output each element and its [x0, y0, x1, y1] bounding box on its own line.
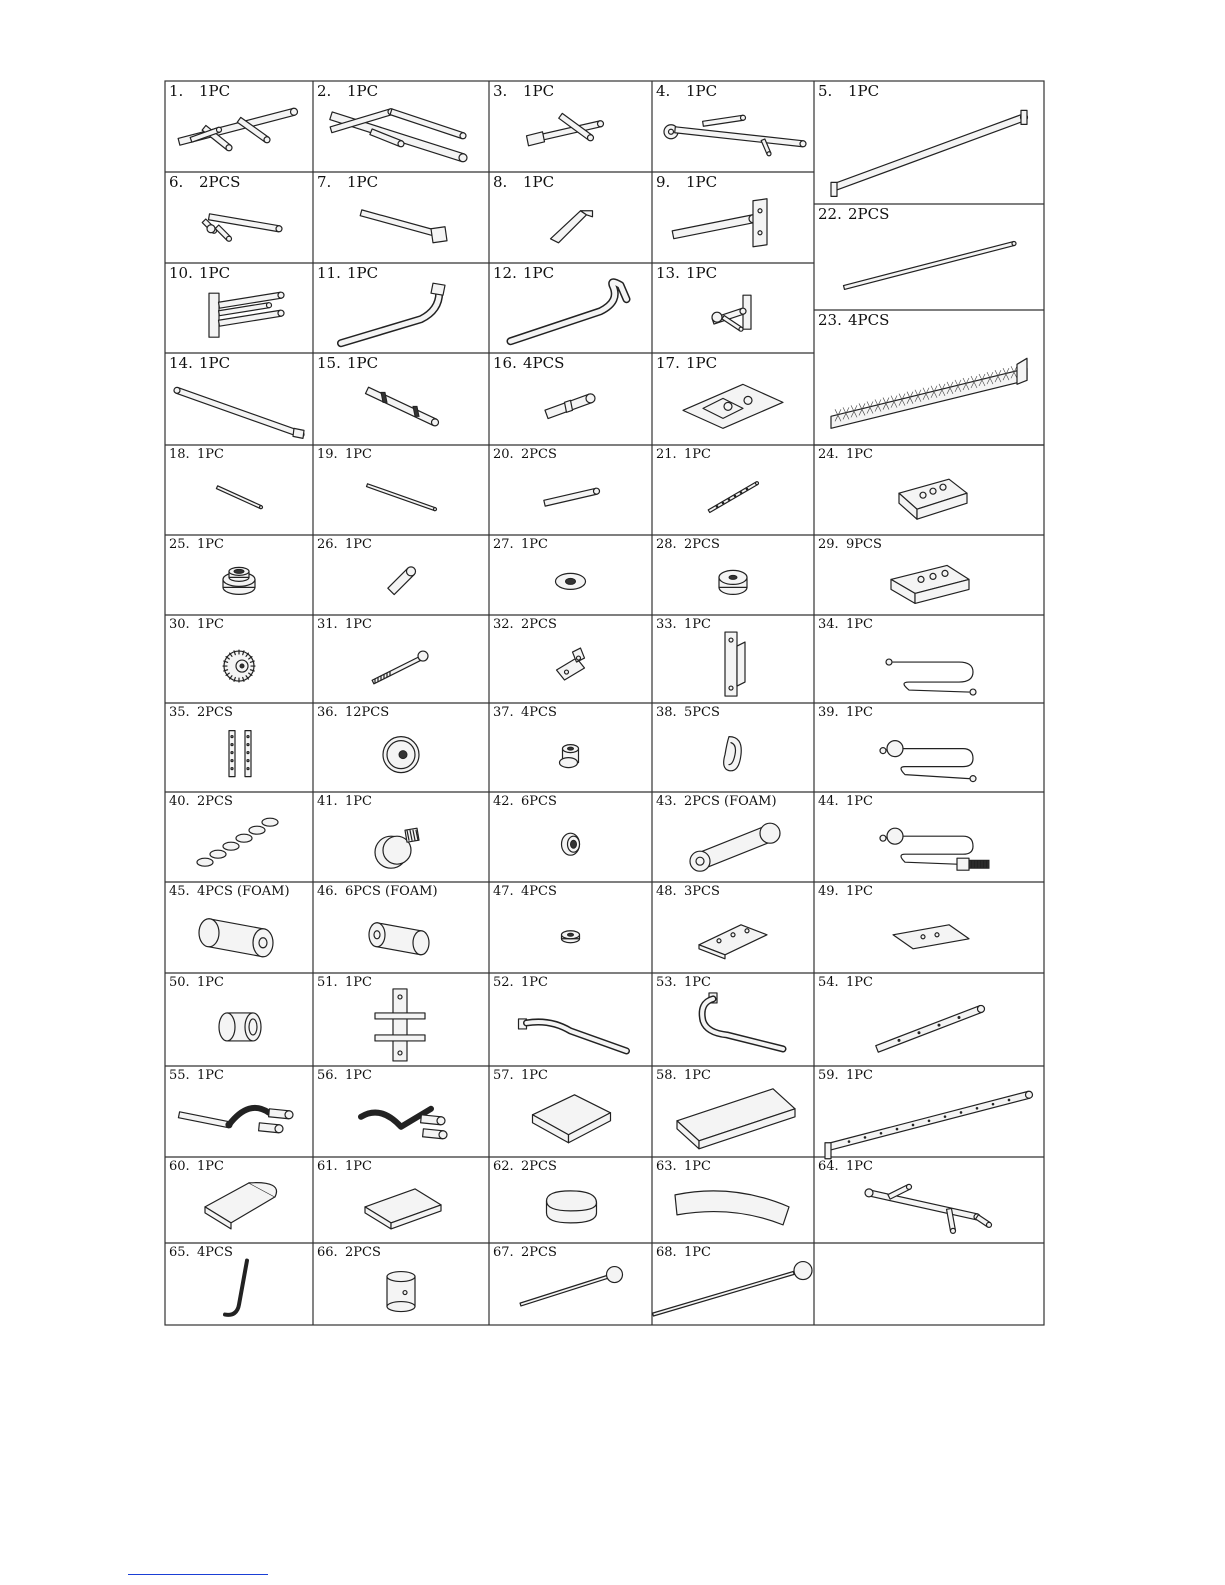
part-quantity: 1PC: [199, 354, 231, 372]
cup-drawing: [387, 1272, 415, 1312]
curve-pad-drawing: [675, 1191, 789, 1225]
part-cell: [493, 975, 548, 990]
part-number: 23.: [818, 311, 842, 329]
foam-long-drawing: [690, 823, 780, 871]
part-quantity: 4PCS: [848, 311, 890, 329]
part-quantity: 9PCS: [846, 537, 882, 552]
part-cell: [818, 447, 873, 462]
part-drawings: [174, 108, 1033, 1316]
small-rod-drawing: [216, 486, 262, 509]
part-number: 3.: [493, 82, 508, 100]
part-cell: [818, 794, 873, 809]
part-quantity: 1PC: [347, 173, 379, 191]
part-number: 67.: [493, 1245, 514, 1260]
part-number: 22.: [818, 205, 842, 223]
part-cell: [317, 975, 372, 990]
plate-small-drawing: [893, 925, 969, 949]
part-quantity: 4PCS (FOAM): [197, 884, 290, 899]
part-number: 2.: [317, 82, 332, 100]
pad-long-drawing: [677, 1089, 795, 1149]
part-cell: [169, 173, 240, 191]
part-number: 28.: [656, 537, 677, 552]
part-number: 56.: [317, 1068, 338, 1083]
part-cell: [493, 1159, 557, 1174]
part-cell: [169, 447, 224, 462]
part-cell: [317, 82, 378, 100]
part-quantity: 1PC: [197, 617, 224, 632]
foam-big-drawing: [199, 919, 273, 957]
part-number: 46.: [317, 884, 338, 899]
part-cell: [169, 354, 230, 372]
part-quantity: 2PCS: [345, 1245, 381, 1260]
pad-drawing: [533, 1095, 611, 1143]
part-quantity: 1PC: [197, 537, 224, 552]
ball-cable-bolt-drawing: [880, 828, 989, 870]
part-cell: [656, 617, 711, 632]
part-quantity: 1PC: [345, 1159, 372, 1174]
part-number: 17.: [656, 354, 680, 372]
part-quantity: 1PC: [523, 173, 555, 191]
part-quantity: 1PC: [846, 884, 873, 899]
part-cell: [818, 82, 879, 100]
part-quantity: 1PC: [197, 1159, 224, 1174]
part-number: 39.: [818, 705, 839, 720]
part-number: 49.: [818, 884, 839, 899]
part-cell: [317, 447, 372, 462]
hinge-drawing: [557, 648, 585, 680]
plate-arm-drawing: [672, 199, 767, 247]
bent-tube-drawing: [519, 1019, 627, 1051]
pad-small-drawing: [365, 1189, 441, 1229]
med-rod-drawing: [367, 484, 437, 511]
flange-bush-drawing: [223, 567, 255, 594]
angle-drawing: [551, 211, 593, 243]
curl-pad-drawing: [205, 1183, 277, 1229]
plate-bent-drawing: [699, 925, 767, 959]
double-bar-drawing: [209, 292, 284, 337]
part-quantity: 12PCS: [345, 705, 390, 720]
frame-heavy-drawing: [375, 989, 425, 1061]
part-number: 8.: [493, 173, 508, 191]
part-cell: [317, 705, 389, 720]
part-cell: [818, 617, 873, 632]
spacer-drawing: [719, 570, 747, 594]
part-quantity: 1PC: [197, 447, 224, 462]
part-cell: [317, 794, 372, 809]
part-number: 43.: [656, 794, 677, 809]
part-cell: [818, 311, 889, 329]
part-number: 33.: [656, 617, 677, 632]
handle-drawing: [366, 387, 439, 426]
part-cell: [493, 447, 557, 462]
part-number: 42.: [493, 794, 514, 809]
round-pad-drawing: [547, 1191, 597, 1223]
v-handle-drawing: [361, 1109, 447, 1139]
bush-drawing: [560, 745, 579, 768]
part-cell: [656, 264, 717, 282]
part-number: 68.: [656, 1245, 677, 1260]
part-quantity: 2PCS: [199, 173, 241, 191]
part-quantity: 1PC: [846, 794, 873, 809]
part-quantity: 2PCS: [684, 537, 720, 552]
part-quantity: 2PCS: [197, 794, 233, 809]
part-cell: [317, 173, 378, 191]
part-number: 4.: [656, 82, 671, 100]
part-quantity: 1PC: [345, 975, 372, 990]
part-number: 60.: [169, 1159, 190, 1174]
part-quantity: 1PC: [345, 537, 372, 552]
part-number: 14.: [169, 354, 193, 372]
part-cell: [169, 1245, 233, 1260]
cable-loop-drawing: [886, 659, 976, 695]
part-number: 50.: [169, 975, 190, 990]
part-number: 51.: [317, 975, 338, 990]
part-number: 63.: [656, 1159, 677, 1174]
pipe-drawing: [544, 488, 600, 506]
part-quantity: 2PCS: [521, 617, 557, 632]
part-number: 62.: [493, 1159, 514, 1174]
part-number: 13.: [656, 264, 680, 282]
part-number: 65.: [169, 1245, 190, 1260]
part-quantity: 1PC: [347, 354, 379, 372]
part-quantity: 1PC: [846, 1159, 873, 1174]
part-number: 27.: [493, 537, 514, 552]
part-number: 34.: [818, 617, 839, 632]
part-quantity: 1PC: [686, 82, 718, 100]
part-cell: [493, 173, 554, 191]
part-cell: [493, 1068, 548, 1083]
part-number: 66.: [317, 1245, 338, 1260]
part-cell: [818, 975, 873, 990]
strips-drawing: [229, 731, 251, 777]
part-cell: [818, 205, 889, 223]
frame-drawing: [178, 108, 297, 151]
part-cell: [656, 1245, 711, 1260]
foam-mid-drawing: [369, 923, 429, 955]
part-cell: [169, 705, 233, 720]
part-number: 48.: [656, 884, 677, 899]
part-cell: [317, 1159, 372, 1174]
part-cell: [317, 884, 438, 899]
part-cell: [169, 884, 290, 899]
part-cell: [317, 617, 372, 632]
part-cell: [317, 354, 378, 372]
part-quantity: 1PC: [684, 1159, 711, 1174]
part-cell: [493, 354, 564, 372]
part-cell: [169, 1068, 224, 1083]
part-number: 58.: [656, 1068, 677, 1083]
part-quantity: 1PC: [523, 264, 555, 282]
nut-drawing: [562, 931, 580, 943]
long-tube-drawing: [174, 387, 304, 438]
ball-cable-drawing: [880, 741, 976, 782]
carabiner-drawing: [724, 737, 742, 771]
part-number: 55.: [169, 1068, 190, 1083]
part-quantity: 1PC: [846, 447, 873, 462]
part-number: 37.: [493, 705, 514, 720]
part-quantity: 1PC: [345, 1068, 372, 1083]
part-quantity: 1PC: [848, 82, 880, 100]
part-quantity: 2PCS: [521, 447, 557, 462]
part-number: 26.: [317, 537, 338, 552]
part-number: 41.: [317, 794, 338, 809]
part-number: 40.: [169, 794, 190, 809]
part-quantity: 2PCS: [197, 705, 233, 720]
part-quantity: 1PC: [684, 975, 711, 990]
shaft-drawing: [360, 210, 447, 243]
part-quantity: 6PCS (FOAM): [345, 884, 438, 899]
mesh-drawing: [831, 358, 1027, 428]
part-quantity: 1PC: [521, 1068, 548, 1083]
cyl-small-drawing: [219, 1013, 261, 1041]
part-quantity: 1PC: [684, 447, 711, 462]
part-cell: [169, 975, 224, 990]
part-quantity: 1PC: [684, 617, 711, 632]
ball-rod-drawing: [520, 1267, 622, 1306]
curved-bar-drawing: [341, 283, 445, 343]
part-number: 1.: [169, 82, 184, 100]
gear-drawing: [223, 650, 255, 682]
pin-drawing: [545, 394, 595, 419]
part-number: 57.: [493, 1068, 514, 1083]
part-number: 19.: [317, 447, 338, 462]
part-cell: [317, 264, 378, 282]
sleeve-drawing: [388, 567, 416, 595]
part-cell: [656, 537, 720, 552]
part-quantity: 2PCS (FOAM): [684, 794, 777, 809]
part-number: 20.: [493, 447, 514, 462]
part-cell: [493, 794, 557, 809]
part-cell: [169, 617, 224, 632]
part-cell: [656, 82, 717, 100]
part-number: 64.: [818, 1159, 839, 1174]
part-cell: [317, 537, 372, 552]
bracket-drawing: [202, 214, 282, 241]
part-quantity: 1PC: [523, 82, 555, 100]
j-hook-drawing: [225, 1261, 247, 1315]
part-number: 30.: [169, 617, 190, 632]
part-number: 11.: [317, 264, 341, 282]
footer-link-underline[interactable]: [128, 1574, 268, 1575]
part-number: 16.: [493, 354, 517, 372]
part-quantity: 1PC: [846, 1068, 873, 1083]
part-number: 54.: [818, 975, 839, 990]
part-quantity: 1PC: [686, 264, 718, 282]
part-quantity: 1PC: [684, 1245, 711, 1260]
part-quantity: 1PC: [521, 537, 548, 552]
part-cell: [317, 1068, 372, 1083]
part-quantity: 1PC: [345, 794, 372, 809]
weight-plate-drawing: [891, 565, 969, 603]
part-quantity: 1PC: [347, 264, 379, 282]
part-cell: [169, 82, 230, 100]
part-cell: [656, 884, 720, 899]
hook-bar-drawing: [511, 282, 627, 341]
part-cell: [493, 884, 557, 899]
collar-drawing: [562, 833, 580, 855]
part-number: 21.: [656, 447, 677, 462]
part-number: 15.: [317, 354, 341, 372]
part-number: 32.: [493, 617, 514, 632]
part-number: 12.: [493, 264, 517, 282]
part-labels: [169, 82, 889, 1260]
s-tube-drawing: [702, 993, 783, 1049]
part-quantity: 1PC: [197, 1068, 224, 1083]
part-cell: [656, 173, 717, 191]
part-quantity: 1PC: [686, 354, 718, 372]
part-number: 7.: [317, 173, 332, 191]
bolt-drawing: [372, 651, 428, 684]
part-number: 36.: [317, 705, 338, 720]
part-number: 18.: [169, 447, 190, 462]
part-quantity: 1PC: [846, 705, 873, 720]
part-number: 44.: [818, 794, 839, 809]
rail-long-drawing: [825, 1091, 1033, 1159]
part-quantity: 1PC: [345, 447, 372, 462]
part-cell: [169, 1159, 224, 1174]
part-quantity: 4PCS: [197, 1245, 233, 1260]
tee-drawing: [527, 113, 604, 145]
long-rail-drawing: [831, 110, 1028, 196]
part-quantity: 3PCS: [684, 884, 720, 899]
part-number: 6.: [169, 173, 184, 191]
big-bracket-drawing: [725, 632, 745, 696]
pulley-drawing: [383, 737, 419, 773]
part-cell: [656, 354, 717, 372]
frame-h-drawing: [330, 109, 467, 162]
part-quantity: 6PCS: [521, 794, 557, 809]
part-cell: [317, 1245, 381, 1260]
weight-box-drawing: [899, 479, 967, 519]
part-cell: [493, 264, 554, 282]
part-quantity: 1PC: [345, 617, 372, 632]
part-number: 24.: [818, 447, 839, 462]
part-cell: [493, 705, 557, 720]
part-number: 29.: [818, 537, 839, 552]
chain-drawing: [197, 818, 278, 866]
part-quantity: 1PC: [686, 173, 718, 191]
washer-drawing: [556, 573, 586, 589]
part-number: 59.: [818, 1068, 839, 1083]
part-cell: [818, 1159, 873, 1174]
part-number: 61.: [317, 1159, 338, 1174]
part-quantity: 1PC: [846, 617, 873, 632]
part-number: 53.: [656, 975, 677, 990]
part-quantity: 2PCS: [521, 1159, 557, 1174]
part-number: 45.: [169, 884, 190, 899]
part-cell: [656, 975, 711, 990]
part-cell: [493, 82, 554, 100]
part-number: 10.: [169, 264, 193, 282]
part-quantity: 2PCS: [848, 205, 890, 223]
part-quantity: 2PCS: [521, 1245, 557, 1260]
part-number: 25.: [169, 537, 190, 552]
part-quantity: 1PC: [199, 82, 231, 100]
wheel-bar-drawing: [664, 115, 806, 156]
part-cell: [169, 537, 224, 552]
post-tube-drawing: [876, 1005, 985, 1052]
part-quantity: 1PC: [684, 1068, 711, 1083]
part-quantity: 4PCS: [521, 705, 557, 720]
part-number: 9.: [656, 173, 671, 191]
part-cell: [656, 1068, 711, 1083]
plate-drawing: [683, 384, 783, 428]
part-cell: [169, 794, 233, 809]
part-number: 38.: [656, 705, 677, 720]
part-cell: [818, 537, 882, 552]
holed-rod-drawing: [708, 482, 758, 513]
part-quantity: 1PC: [197, 975, 224, 990]
part-cell: [169, 264, 230, 282]
part-cell: [656, 794, 777, 809]
ball-rod-l-drawing: [653, 1262, 812, 1316]
part-quantity: 1PC: [846, 975, 873, 990]
part-number: 35.: [169, 705, 190, 720]
part-quantity: 4PCS: [521, 884, 557, 899]
part-cell: [656, 705, 720, 720]
part-quantity: 4PCS: [523, 354, 565, 372]
part-number: 31.: [317, 617, 338, 632]
part-quantity: 1PC: [347, 82, 379, 100]
part-cell: [493, 537, 548, 552]
knob-drawing: [375, 828, 419, 868]
part-number: 47.: [493, 884, 514, 899]
clamp-drawing: [712, 295, 751, 331]
part-cell: [493, 617, 557, 632]
part-quantity: 1PC: [521, 975, 548, 990]
part-cell: [818, 884, 873, 899]
part-number: 52.: [493, 975, 514, 990]
part-quantity: 1PC: [199, 264, 231, 282]
part-cell: [656, 1159, 711, 1174]
part-number: 5.: [818, 82, 833, 100]
wide-handle-drawing: [178, 1108, 293, 1133]
arm-frame-drawing: [865, 1184, 992, 1233]
part-cell: [656, 447, 711, 462]
part-cell: [493, 1245, 557, 1260]
part-quantity: 5PCS: [684, 705, 720, 720]
part-cell: [818, 1068, 873, 1083]
part-cell: [818, 705, 873, 720]
rod-drawing: [843, 241, 1016, 289]
